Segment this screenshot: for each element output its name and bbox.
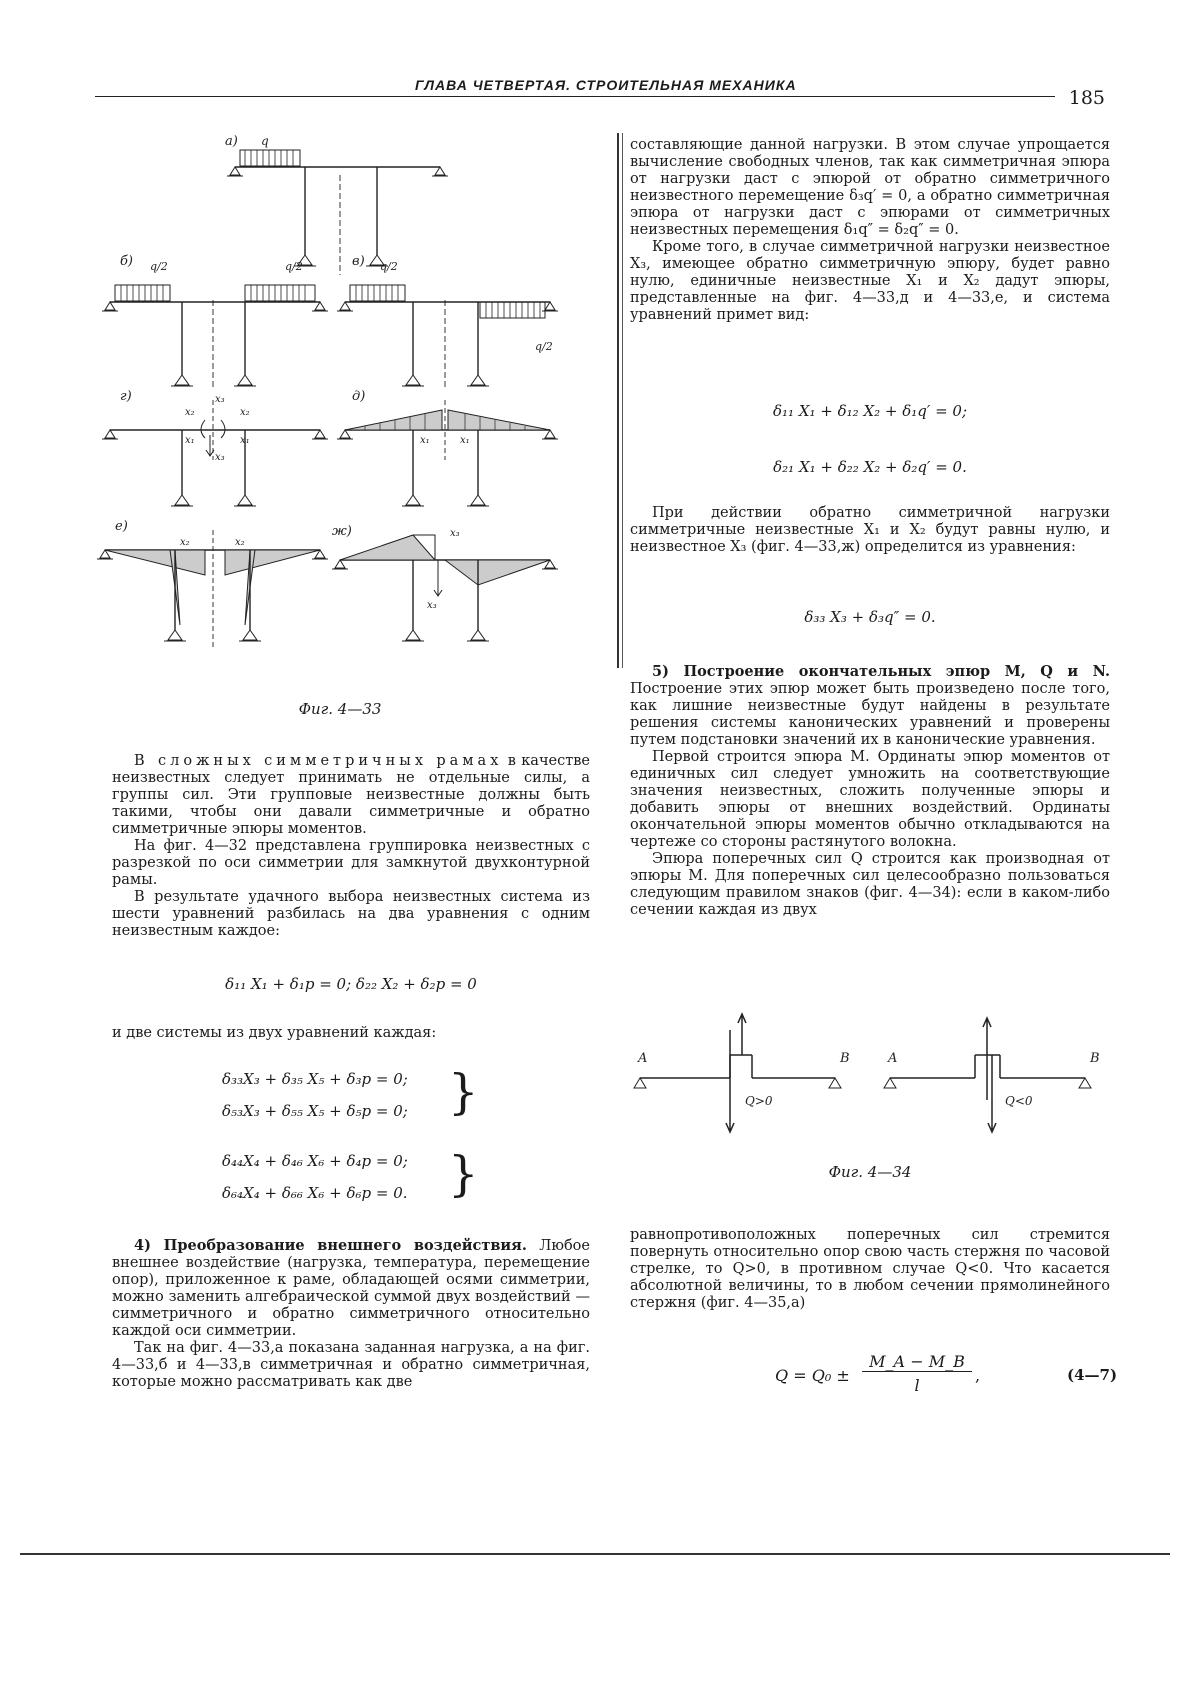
fig33-panel-d — [337, 389, 558, 506]
left-para-1-spaced: В сложных симметричных рамах — [134, 753, 503, 769]
page-number: 185 — [1068, 87, 1105, 109]
sys2-eq-b: δ₆₄X₄ + δ₆₆ X₆ + δ₆p = 0. — [222, 1184, 408, 1202]
section-5-text: Построение этих эпюр может быть произведено после того, как лишние неизвестные будут найдены в результате решения системы канонических уравнений и проверены путем подстановки значений их в канонические уравнения. — [630, 681, 1110, 748]
left-para-4-text: и две системы из двух уравнений каждая: — [112, 1025, 437, 1041]
fig33-label-x1-d1: x₁ — [420, 435, 430, 446]
right-eq-2: δ₂₁ X₁ + δ₂₂ X₂ + δ₂q′ = 0. — [773, 458, 967, 476]
sys1-eq-a: δ₃₃X₃ + δ₃₅ X₅ + δ₃p = 0; — [222, 1070, 408, 1088]
formula-numerator: M_A − M_B — [862, 1352, 972, 1372]
fig34-label-b1: B — [840, 1051, 850, 1066]
right-para-7-text: равнопротивоположных поперечных сил стремится повернуть относительно опор свою часть стержня по часовой стрелке, то Q>0, в противном случае Q<0. Что касается абсолютной величины, то в любом сечении прямолинейного стержня (фиг. 4—35,а) — [630, 1227, 1110, 1311]
fig33-label-x1-d2: x₁ — [460, 435, 470, 446]
right-eq-3: δ₃₃ X₃ + δ₃q″ = 0. — [804, 608, 936, 626]
right-para-5: Первой строится эпюра M. Ординаты эпюр моментов от единичных сил следует умножить на соответствующие значения неизвестных, сложить полученные эпюры и добавить эпюры от внешних воздействий. Ординаты окончательной эпюры моментов обычно откладываются на чертеже со стороны растянутого волокна. — [630, 749, 1110, 850]
fig33-label-v: в) — [352, 254, 365, 269]
figure-4-33 — [95, 130, 605, 720]
fig34-q-pos: Q>0 — [745, 1094, 773, 1108]
right-column-top — [630, 137, 1110, 324]
fig33-label-x3-zh1: x₃ — [427, 600, 437, 611]
fig33-label-b: б) — [120, 254, 134, 269]
fig33-panel-v — [337, 254, 558, 390]
fig34-positive — [634, 1014, 850, 1132]
page-header — [95, 72, 1105, 109]
right-para-3-text: При действии обратно симметричной нагрузки симметричные неизвестные X₁ и X₂ будут равны нулю, и неизвестное X₃ (фиг. 4—33,ж) определится из уравнения: — [630, 505, 1110, 555]
formula-comma: , — [975, 1366, 981, 1385]
fig33-label-x1-g1: x₁ — [185, 435, 195, 446]
fig33-label-d: д) — [352, 389, 366, 404]
fig33-label-x3-g1: x₃ — [215, 452, 225, 463]
fig34-caption: Фиг. 4—34 — [828, 1163, 912, 1181]
left-para-4 — [112, 1025, 590, 1042]
fig34-label-a1: A — [638, 1051, 648, 1066]
section-4-heading: 4) Преобразование внешнего воздействия. — [134, 1237, 527, 1254]
right-para-6: Эпюра поперечных сил Q строится как производная от эпюры M. Для поперечных сил целесообразно пользоваться следующим правилом знаков (фиг. 4—34): если в каком-либо сечении каждая из двух — [630, 851, 1110, 918]
fig33-label-x2-e2: x₂ — [235, 537, 245, 548]
left-para-1-rest: в качестве неизвестных следует принимать не отдельные силы, а группы сил. Эти групповые неизвестные должны быть такими, чтобы они давали симметричные и обратно симметричные эпюры моментов. — [112, 753, 590, 837]
section-5-heading: 5) Построение окончательных эпюр M, Q и N. — [652, 663, 1110, 680]
fig33-label-q2-b1: q/2 — [150, 260, 168, 273]
right-eq-1: δ₁₁ X₁ + δ₁₂ X₂ + δ₁q′ = 0; — [773, 402, 967, 420]
fig33-label-q2-v1: q/2 — [380, 260, 398, 273]
fig34-q-neg: Q<0 — [1005, 1094, 1033, 1108]
fig33-label-q2-v2: q/2 — [535, 340, 553, 353]
fig33-panel-b — [102, 254, 328, 390]
fig33-label-e: е) — [115, 519, 128, 534]
left-system-1 — [222, 1070, 447, 1120]
formula-denominator: l — [914, 1376, 920, 1395]
fig34-label-a2: A — [888, 1051, 898, 1066]
fig33-label-x3-g2: x₃ — [215, 394, 225, 405]
sys2-brace: } — [448, 1146, 479, 1202]
fig34-negative — [884, 1018, 1100, 1132]
left-para-3: В результате удачного выбора неизвестных система из шести уравнений разбилась на два уравнения с одним неизвестным каждое: — [112, 889, 590, 939]
left-para-6: Так на фиг. 4—33,а показана заданная нагрузка, а на фиг. 4—33,б и 4—33,в симметричная и обратно симметричная, которые можно рассматривать как две — [112, 1340, 590, 1390]
formula-lhs: Q = Q₀ ± — [775, 1366, 850, 1385]
left-column — [112, 753, 590, 940]
fig33-label-x2-g1: x₂ — [185, 407, 195, 418]
figure-4-34 — [630, 1010, 1110, 1140]
sys1-brace: } — [448, 1064, 479, 1120]
fig33-label-x2-g2: x₂ — [240, 407, 250, 418]
fig34-label-b2: B — [1090, 1051, 1100, 1066]
sys1-eq-b: δ₅₃X₃ + δ₅₅ X₅ + δ₅p = 0; — [222, 1102, 408, 1120]
page-bottom-rule — [20, 1553, 1170, 1555]
right-para-2: Кроме того, в случае симметричной нагрузки неизвестное X₃, имеющее обратно симметричную эпюру, будет равно нулю, единичные неизвестные X₁ и X₂ дадут эпюры, представленные на фиг. 4—33,д и 4—33,е, и система уравнений примет вид: — [630, 239, 1110, 323]
sys2-eq-a: δ₄₄X₄ + δ₄₆ X₆ + δ₄p = 0; — [222, 1152, 408, 1170]
column-divider — [617, 133, 619, 668]
left-eq-1: δ₁₁ X₁ + δ₁p = 0; δ₂₂ X₂ + δ₂p = 0 — [225, 975, 477, 993]
left-para-2: На фиг. 4—32 представлена группировка неизвестных с разрезкой по оси симметрии для замкнутой двухконтурной рамы. — [112, 838, 590, 888]
right-para-7 — [630, 1227, 1110, 1312]
fig33-label-q2-b2: q/2 — [285, 260, 303, 273]
formula-number: (4—7) — [1067, 1366, 1118, 1384]
right-para-1: составляющие данной нагрузки. В этом случае упрощается вычисление свободных членов, так как симметричная эпюра от нагрузки даст с эпюрой от обратно симметричного неизвестного перемещение δ₃q′ = 0, а обратно симметричная эпюра от нагрузки даст с эпюрами от симметричных неизвестных перемещения δ₁q″ = δ₂q″ = 0. — [630, 137, 1110, 238]
fig33-label-zh: ж) — [332, 524, 352, 539]
section-4-text: Любое внешнее воздействие (нагрузка, температура, перемещение опор), приложенное к раме, обладающей осями симметрии, можно заменить алгебраической суммой двух воздействий — симметричного и обратно симметричного относительно каждой оси симметрии. — [112, 1238, 590, 1339]
fig33-panel-a — [225, 134, 448, 275]
fig33-label-g: г) — [120, 389, 132, 404]
fig33-label-x3-zh2: x₃ — [450, 528, 460, 539]
fig33-panel-e — [97, 519, 328, 650]
header-rule — [95, 96, 1055, 97]
running-title: ГЛАВА ЧЕТВЕРТАЯ. СТРОИТЕЛЬНАЯ МЕХАНИКА — [415, 77, 797, 93]
right-section-5 — [630, 663, 1110, 919]
fig33-panel-g — [102, 389, 328, 506]
fig33-panel-zh — [332, 524, 558, 641]
fig33-label-x2-e1: x₂ — [180, 537, 190, 548]
fig33-label-q-a: q — [261, 134, 269, 148]
left-system-2 — [222, 1152, 447, 1202]
right-para-3 — [630, 505, 1110, 556]
left-section-4 — [112, 1237, 590, 1391]
fig33-caption: Фиг. 4—33 — [298, 700, 382, 718]
fig33-label-x1-g2: x₁ — [240, 435, 250, 446]
left-para-1 — [112, 753, 590, 838]
fig33-label-a: а) — [225, 134, 238, 149]
column-divider-inner — [622, 133, 623, 668]
